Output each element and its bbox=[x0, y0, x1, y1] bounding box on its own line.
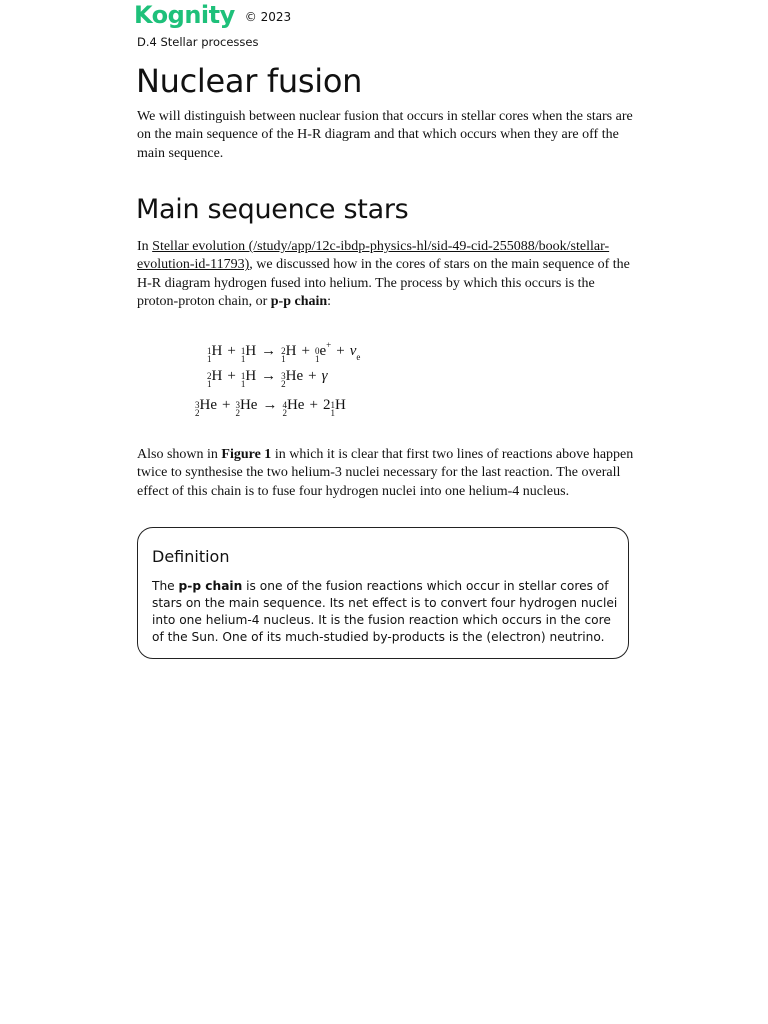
definition-title: Definition bbox=[152, 547, 230, 566]
mass-number: 1 bbox=[207, 346, 212, 356]
equation-1 bbox=[207, 340, 360, 363]
atomic-number: 1 bbox=[207, 354, 212, 364]
atomic-number: 2 bbox=[235, 408, 240, 418]
equation-operator: + bbox=[301, 343, 310, 359]
element-symbol: H bbox=[245, 343, 257, 359]
coefficient: 2 bbox=[322, 397, 331, 413]
intro-paragraph: We will distinguish between nuclear fusion that occurs in stellar cores when the stars are on the main sequence of the H-R diagram and that which occurs when they are off the main sequence. bbox=[137, 109, 633, 161]
text: Also shown in bbox=[137, 447, 222, 462]
nuclide bbox=[350, 343, 361, 362]
element-symbol: H bbox=[211, 343, 223, 359]
page-title: Nuclear fusion bbox=[136, 62, 363, 100]
nuclide bbox=[195, 397, 217, 417]
copyright: © 2023 bbox=[244, 10, 292, 24]
mass-number: 3 bbox=[235, 400, 240, 410]
mass-number: 1 bbox=[240, 371, 246, 381]
atomic-number: 2 bbox=[282, 408, 287, 418]
atomic-number: 2 bbox=[281, 379, 286, 389]
mass-number: 0 bbox=[314, 346, 320, 356]
nuclide bbox=[207, 343, 222, 363]
stellar-evolution-link[interactable]: Stellar evolution (/study/app/12c-ibdp-physics-hl/sid-49-cid-255088/book/stellar-evolution-id-11793) bbox=[137, 239, 610, 273]
text: in which it is clear that first two lines of reactions above happen twice to synthesise the two helium-3 nuclei necessary for the last reaction. The overall effect of this chain is to fuse four hydrogen nuclei into one helium-4 nucleus. bbox=[137, 447, 634, 499]
nuclide bbox=[281, 368, 303, 388]
atomic-number: 2 bbox=[195, 408, 200, 418]
mass-number: 1 bbox=[240, 346, 246, 356]
equation-operator: → bbox=[262, 397, 278, 413]
element-symbol: e bbox=[319, 343, 327, 359]
bold-term: p-p chain bbox=[178, 579, 243, 593]
text: The bbox=[152, 579, 179, 593]
equation-operator: + bbox=[309, 397, 318, 413]
mass-number: 2 bbox=[207, 371, 212, 381]
equation-operator: + bbox=[227, 368, 236, 384]
equation-operator: + bbox=[336, 343, 345, 359]
equation-3 bbox=[195, 397, 346, 417]
text: is one of the fusion reactions which occur in stellar cores of stars on the main sequence. Its net effect is to convert four hydrogen nuclei into one helium-4 nucleus. It is the fusion reaction which occurs in the core of the Sun. One of its much-studied by-products is the (electron) neutrino. bbox=[152, 579, 618, 644]
element-symbol: H bbox=[334, 397, 346, 413]
element-symbol: H bbox=[245, 368, 257, 384]
definition-text bbox=[152, 578, 622, 646]
equation-2 bbox=[207, 368, 328, 388]
text: , we discussed how in the cores of stars on the main sequence of the H-R diagram hydrogen fused into helium. The process by which this occurs is the proton-proton chain, or bbox=[137, 257, 630, 309]
atomic-number: 1 bbox=[240, 379, 246, 389]
mass-number: 3 bbox=[195, 400, 200, 410]
nuclide bbox=[281, 343, 296, 363]
text: : bbox=[327, 293, 332, 309]
breadcrumb: D.4 Stellar processes bbox=[137, 35, 259, 49]
equation-operator: + bbox=[222, 397, 231, 413]
nuclide bbox=[235, 397, 257, 417]
nuclide bbox=[207, 368, 222, 388]
element-symbol: He bbox=[286, 397, 305, 413]
charge-superscript: + bbox=[326, 340, 332, 350]
element-symbol: He bbox=[285, 368, 304, 384]
atomic-number: 1 bbox=[314, 354, 320, 364]
nuclide bbox=[241, 368, 256, 388]
element-symbol: He bbox=[239, 397, 258, 413]
atomic-number: 1 bbox=[207, 379, 212, 389]
equation-operator: + bbox=[308, 368, 317, 384]
equation-operator: → bbox=[261, 343, 277, 359]
bold-term: p-p chain bbox=[270, 293, 328, 309]
figure-ref: Figure 1 bbox=[221, 447, 272, 462]
equation-operator: + bbox=[227, 343, 236, 359]
mass-number: 4 bbox=[282, 400, 287, 410]
atomic-number: 1 bbox=[240, 354, 246, 364]
kognity-logo[interactable]: Kognity bbox=[134, 1, 235, 29]
element-symbol: He bbox=[199, 397, 217, 413]
atomic-number: 1 bbox=[330, 408, 335, 418]
section-heading: Main sequence stars bbox=[136, 194, 409, 225]
mass-number: 2 bbox=[281, 346, 286, 356]
element-symbol: H bbox=[211, 368, 223, 384]
mass-number: 1 bbox=[330, 400, 335, 410]
main-sequence-paragraph bbox=[137, 238, 635, 311]
element-symbol: H bbox=[285, 343, 297, 359]
nuclide bbox=[323, 397, 346, 417]
nuclide bbox=[322, 368, 328, 385]
page-header bbox=[134, 0, 291, 30]
atomic-number: 1 bbox=[281, 354, 286, 364]
subscript: e bbox=[356, 352, 361, 362]
mass-number: 3 bbox=[281, 371, 286, 381]
element-symbol: γ bbox=[321, 368, 328, 384]
nuclide bbox=[241, 343, 256, 363]
figure-paragraph bbox=[137, 446, 635, 501]
equation-operator: → bbox=[261, 368, 277, 384]
element-symbol: ν bbox=[349, 343, 357, 359]
text: In bbox=[137, 239, 153, 254]
definition-box bbox=[137, 527, 629, 659]
nuclide bbox=[282, 397, 304, 417]
nuclide bbox=[315, 340, 331, 363]
